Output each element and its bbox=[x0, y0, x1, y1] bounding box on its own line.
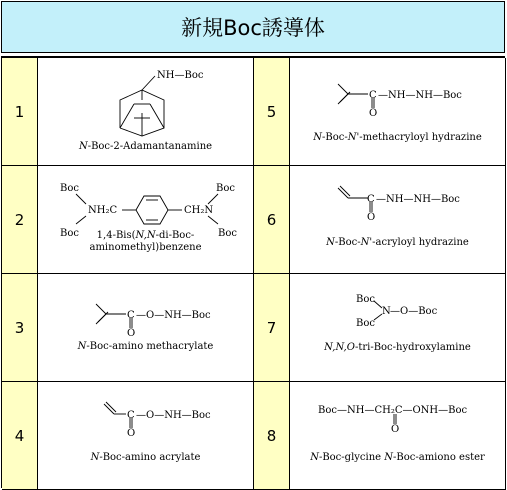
table-title: 新規Boc誘導体 bbox=[1, 1, 505, 53]
entry-number: 4 bbox=[14, 426, 25, 445]
nh2c-label: NH₂C bbox=[88, 205, 118, 216]
oxy-boc-chain-label: —O—Boc bbox=[390, 306, 438, 317]
compound-name: N,N,O-tri-Boc-hydroxylamine bbox=[324, 342, 471, 353]
compound-grid bbox=[1, 56, 505, 488]
hydrazine-chain-label: —NH—NH—Boc bbox=[376, 194, 460, 205]
entry-number: 2 bbox=[14, 210, 25, 229]
ch2n-label: CH₂N bbox=[184, 205, 214, 216]
oxygen-label: O bbox=[127, 428, 136, 439]
carbon-label: C bbox=[367, 194, 375, 205]
hydrazine-chain-label: —NH—NH—Boc bbox=[378, 90, 462, 101]
row-number-1 bbox=[2, 58, 38, 166]
structure-cell-6 bbox=[290, 166, 506, 274]
carbon-label: C bbox=[127, 310, 135, 321]
carbon-label: C bbox=[127, 410, 135, 421]
aminooxy-chain-label: —O—NH—Boc bbox=[136, 310, 211, 321]
compound-name: N-Boc-amino methacrylate bbox=[77, 341, 214, 352]
tri-boc-hydroxylamine-structure bbox=[290, 274, 506, 382]
nitrogen-label: N bbox=[382, 306, 391, 317]
oxygen-label: O bbox=[391, 424, 400, 435]
bis-aminomethyl-benzene-structure bbox=[38, 166, 254, 274]
oxygen-label: O bbox=[127, 328, 136, 339]
acryloyl-hydrazine-structure bbox=[290, 166, 506, 274]
amino-acrylate-structure bbox=[38, 382, 254, 490]
compound-name: N-Boc-N'-acryloyl hydrazine bbox=[326, 237, 469, 248]
compound-name: 1,4-Bis(N,N-di-Boc- aminomethyl)benzene bbox=[89, 230, 202, 253]
row-number-6 bbox=[254, 166, 290, 274]
oxygen-label: O bbox=[369, 108, 378, 119]
structure-cell-7 bbox=[290, 274, 506, 382]
boc-label: Boc bbox=[218, 228, 237, 239]
entry-number: 8 bbox=[266, 426, 277, 445]
entry-number: 1 bbox=[14, 102, 25, 121]
structure-cell-3 bbox=[38, 274, 254, 382]
structure-cell-1 bbox=[38, 58, 254, 166]
structure-cell-2 bbox=[38, 166, 254, 274]
methacryloyl-hydrazine-structure bbox=[290, 58, 506, 166]
entry-number: 3 bbox=[14, 318, 25, 337]
row-number-4 bbox=[2, 382, 38, 490]
boc-glycine-ester-structure bbox=[290, 382, 506, 490]
boc-label: Boc bbox=[60, 183, 79, 194]
compound-name: N-Boc-N'-methacryloyl hydrazine bbox=[313, 132, 482, 143]
carbon-label: C bbox=[369, 90, 377, 101]
oxygen-label: O bbox=[367, 212, 376, 223]
boc-label: Boc bbox=[60, 228, 79, 239]
aminooxy-chain-label: —O—NH—Boc bbox=[136, 410, 211, 421]
boc-label: Boc bbox=[216, 183, 235, 194]
entry-number: 5 bbox=[266, 102, 277, 121]
compound-name: N-Boc-glycine N-Boc-amiono ester bbox=[310, 452, 485, 463]
structure-cell-8 bbox=[290, 382, 506, 490]
row-number-7 bbox=[254, 274, 290, 382]
row-number-5 bbox=[254, 58, 290, 166]
compound-name: N-Boc-amino acrylate bbox=[90, 452, 201, 463]
boc-label: Boc bbox=[356, 318, 375, 329]
compound-name: N-Boc-2-Adamantanamine bbox=[78, 141, 213, 152]
row-number-2 bbox=[2, 166, 38, 274]
glycine-ester-chain-label: Boc—NH—CH₂C—ONH—Boc bbox=[318, 405, 468, 416]
entry-number: 7 bbox=[266, 318, 277, 337]
amino-methacrylate-structure bbox=[38, 274, 254, 382]
row-number-8 bbox=[254, 382, 290, 490]
structure-cell-5 bbox=[290, 58, 506, 166]
boc-label: Boc bbox=[356, 294, 375, 305]
nh-boc-label: NH—Boc bbox=[157, 70, 204, 81]
row-number-3 bbox=[2, 274, 38, 382]
structure-cell-4 bbox=[38, 382, 254, 490]
entry-number: 6 bbox=[266, 210, 277, 229]
